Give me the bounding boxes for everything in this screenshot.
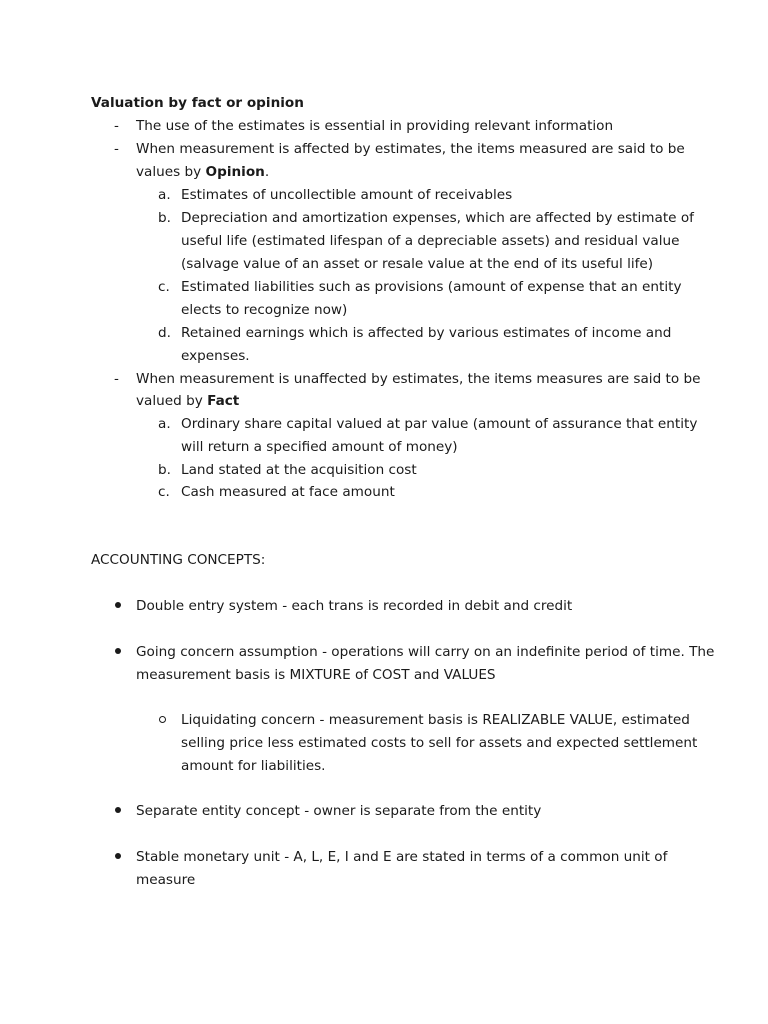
bullet-dot-icon [115,602,121,608]
sub-item-text: useful life (estimated lifespan of a depreciable assets) and residual value [181,233,680,249]
sub-marker: c. [158,279,170,295]
dash-marker: - [114,118,119,134]
sub-marker: b. [158,462,171,478]
list-item-text [136,390,239,413]
sub-bullet-text: selling price less estimated costs to sell for assets and expected settlement [181,735,698,751]
text-run: . [264,164,270,180]
bullet-dot-icon [115,648,121,654]
heading-text: ACCOUNTING CONCEPTS [91,552,261,568]
sub-item-text: (salvage value of an asset or resale value at the end of its useful life) [181,256,654,272]
heading-colon: : [260,552,266,568]
sub-item-text: Land stated at the acquisition cost [181,462,417,478]
bullet-text: Stable monetary unit - A, L, E, I and E are stated in terms of a common unit of [136,849,668,865]
bullet-dot-icon [115,853,121,859]
list-item-text: The use of the estimates is essential in providing relevant information [136,118,614,134]
section-title-valuation: Valuation by fact or opinion [91,95,304,111]
bullet-text: Separate entity concept - owner is separate from the entity [136,803,542,819]
sub-marker: c. [158,484,170,500]
dash-marker: - [114,141,119,157]
list-item-text: When measurement is affected by estimates, the items measured are said to be [136,141,685,157]
emphasis-fact: Fact [207,393,240,409]
sub-marker: a. [158,187,171,203]
sub-item-text: Cash measured at face amount [181,484,395,500]
sub-item-text: Retained earnings which is affected by various estimates of income and [181,325,672,341]
text-run: values by [136,164,206,180]
dash-marker: - [114,371,119,387]
sub-item-text: Depreciation and amortization expenses, which are affected by estimate of [181,210,694,226]
sub-item-text: elects to recognize now) [181,302,348,318]
sub-marker: a. [158,416,171,432]
bullet-ring-icon [159,716,166,723]
emphasis-opinion: Opinion [205,164,265,180]
bullet-text: measurement basis is MIXTURE of COST and VALUES [136,667,496,683]
sub-marker: d. [158,325,171,341]
sub-bullet-text: amount for liabilities. [181,758,326,774]
sub-item-text: will return a specified amount of money) [181,439,458,455]
bullet-text: Going concern assumption - operations will carry on an indefinite period of time. The [136,644,715,660]
sub-item-text: Estimated liabilities such as provisions (amount of expense that an entity [181,279,682,295]
sub-item-text: expenses. [181,348,250,364]
sub-item-text: Estimates of uncollectible amount of receivables [181,187,513,203]
sub-bullet-text: Liquidating concern - measurement basis is REALIZABLE VALUE, estimated [181,712,690,728]
sub-marker: b. [158,210,171,226]
bullet-text: Double entry system - each trans is recorded in debit and credit [136,598,573,614]
bullet-dot-icon [115,807,121,813]
section-title-accounting-concepts [91,549,265,572]
text-run: valued by [136,393,208,409]
list-item-text [136,161,269,184]
sub-item-text: Ordinary share capital valued at par value (amount of assurance that entity [181,416,698,432]
bullet-text: measure [136,872,196,888]
list-item-text: When measurement is unaffected by estimates, the items measures are said to be [136,371,701,387]
